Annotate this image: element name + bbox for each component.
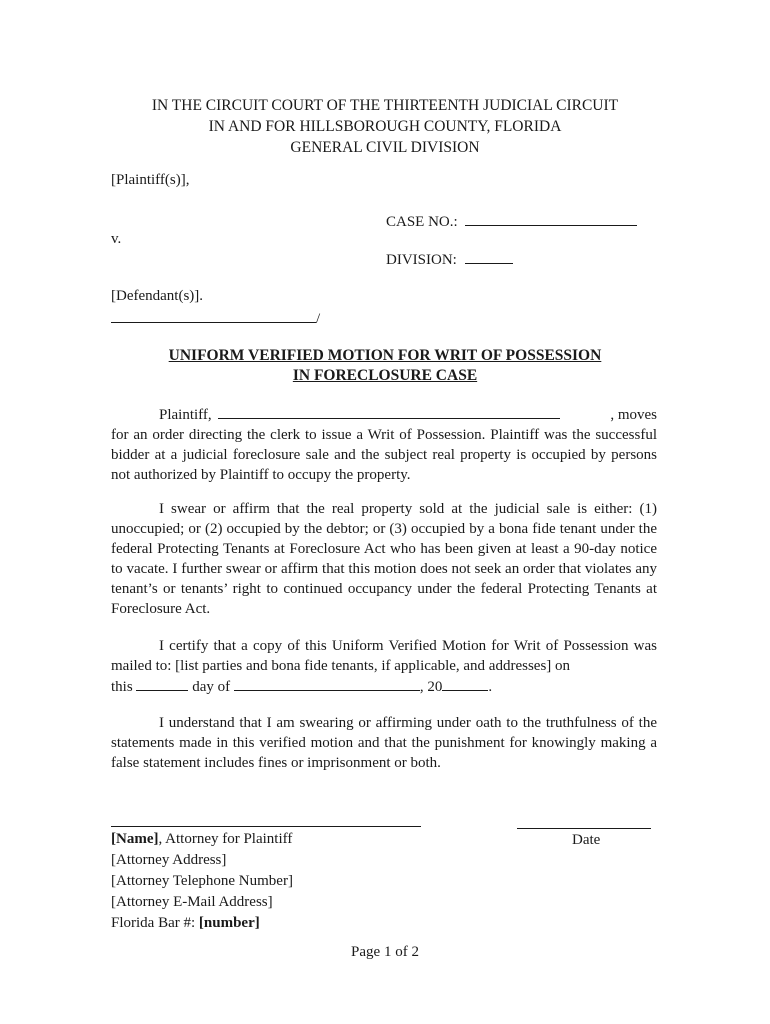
attorney-phone: [Attorney Telephone Number] — [111, 873, 293, 889]
attorney-name: [Name] — [111, 831, 159, 847]
division-label: DIVISION: — [386, 252, 457, 268]
attorney-address: [Attorney Address] — [111, 852, 227, 868]
date-signature-line — [517, 828, 651, 829]
case-number-label: CASE NO.: — [386, 214, 458, 230]
moves-text: , moves — [610, 407, 657, 423]
caption-slash: / — [316, 311, 321, 327]
paragraph-1-text: for an order directing the clerk to issue a Writ of Possession. Plaintiff was the successful bidder at a judicial foreclosure sale and the subject real property is occupied by persons not authorized by Plaintiff to occupy the property. — [111, 427, 657, 483]
attorney-signature-line — [111, 826, 421, 827]
date-period: . — [488, 679, 493, 695]
florida-bar-number: [number] — [198, 915, 260, 931]
motion-title-line-2: IN FORECLOSURE CASE — [292, 367, 478, 384]
division-blank — [465, 249, 513, 264]
court-header — [0, 95, 770, 158]
paragraph-4 — [111, 713, 657, 773]
case-number-blank — [465, 211, 637, 226]
florida-bar-line — [111, 913, 293, 934]
plaintiff-label: Plaintiff, — [159, 407, 212, 423]
attorney-title: , Attorney for Plaintiff — [158, 831, 293, 847]
year-blank — [442, 676, 488, 691]
year-prefix: , 20 — [419, 679, 443, 695]
paragraph-1-first-line — [111, 404, 657, 425]
paragraph-2 — [111, 499, 657, 619]
caption-closing-line — [111, 308, 320, 328]
page-number: Page 1 of 2 — [351, 944, 419, 960]
month-blank — [234, 676, 420, 691]
division-field — [386, 249, 513, 269]
day-blank — [136, 676, 188, 691]
court-line-2: IN AND FOR HILLSBOROUGH COUNTY, FLORIDA — [208, 118, 562, 135]
paragraph-1 — [111, 404, 657, 485]
defendant-caption: [Defendant(s)]. — [111, 288, 204, 304]
attorney-name-line — [111, 829, 293, 850]
paragraph-4-text: I understand that I am swearing or affirming under oath to the truthfulness of the statements made in this verified motion and that the punishment for knowingly making a false statement includes fines or imprisonment or both. — [111, 715, 657, 771]
court-line-3: GENERAL CIVIL DIVISION — [290, 139, 480, 156]
date-label: Date — [572, 832, 601, 848]
paragraph-3-text: I certify that a copy of this Uniform Verified Motion for Writ of Possession was mailed to: [list parties and bona fide tenants, if applicable, and addresses] on — [111, 638, 657, 674]
motion-title-line-1: UNIFORM VERIFIED MOTION FOR WRIT OF POSSESSION — [168, 347, 602, 364]
florida-bar-label: Florida Bar #: — [111, 915, 199, 931]
plaintiff-caption: [Plaintiff(s)], — [111, 172, 190, 188]
paragraph-2-text: I swear or affirm that the real property sold at the judicial sale is either: (1) unoccupied; or (2) occupied by the debtor; or (3) occupied by a bona fide tenant under the federal Protecting Tenants at Foreclosure Act who has been given at least a 90-day notice to vacate. I further swear or affirm that this motion does not seek an order that violates any tenant’s or tenants’ right to continued occupancy under the federal Protecting Tenants at Foreclosure Act. — [111, 501, 657, 617]
plaintiff-name-blank — [218, 404, 561, 419]
court-line-1: IN THE CIRCUIT COURT OF THE THIRTEENTH JUDICIAL CIRCUIT — [151, 97, 619, 114]
day-of-label: day of — [192, 679, 231, 695]
versus-label: v. — [111, 231, 122, 247]
case-number-field — [386, 211, 637, 231]
this-label: this — [111, 679, 133, 695]
paragraph-3-date-line — [111, 676, 657, 697]
paragraph-3 — [111, 636, 657, 697]
attorney-email: [Attorney E-Mail Address] — [111, 894, 273, 910]
attorney-signature-block — [111, 829, 293, 934]
motion-title — [0, 346, 770, 386]
caption-underline — [111, 308, 316, 323]
